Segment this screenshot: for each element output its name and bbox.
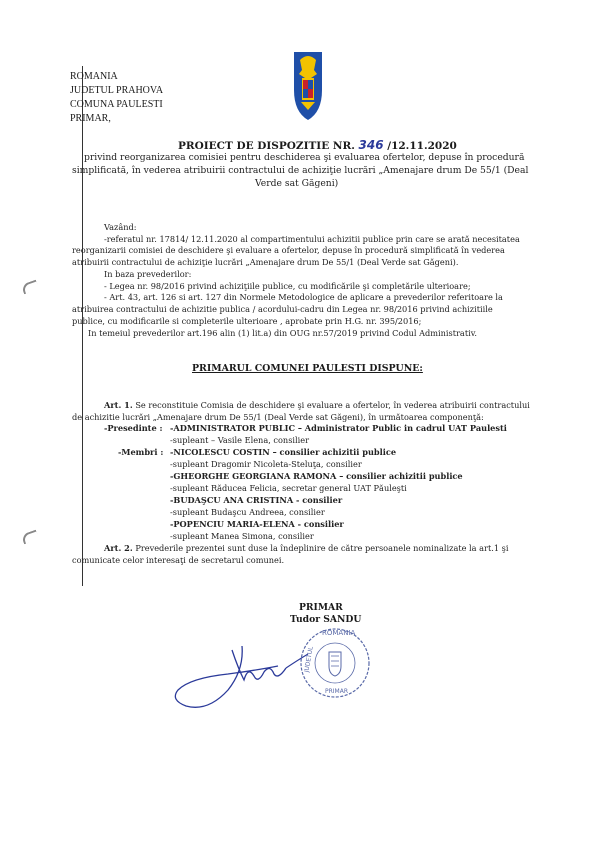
punch-hole-mark: [21, 280, 39, 295]
art2-text-1: Prevederile prezentei sunt duse la îndeplinire de către persoanele nominalizate la art.1 şi: [135, 543, 509, 553]
handwritten-signature-icon: [168, 640, 328, 724]
art2-line-1: [104, 543, 508, 554]
art2-line-2: comunicate celor interesaţi de secretarul comunei.: [72, 555, 285, 565]
handwritten-number: 346: [358, 138, 384, 152]
punch-hole-mark: [21, 530, 39, 545]
header-country: ROMANIA: [70, 71, 118, 82]
presedinte-supleant: -supleant – Vasile Elena, consilier: [170, 435, 310, 445]
signature-role: PRIMAR: [299, 602, 343, 613]
member-1: -NICOLESCU COSTIN – consilier achizitii publice: [170, 447, 397, 457]
stamp-bottom-text: PRIMAR: [325, 688, 349, 695]
subject-line-2: simplificată, în vederea atribuirii contractului de achiziţie lucrări „Amenajare drum De 55/1 (Deal: [72, 165, 529, 176]
membri-label: -Membri :: [118, 447, 164, 457]
dispune-heading: PRIMARUL COMUNEI PAULESTI DISPUNE:: [192, 363, 423, 374]
subject-line-1: privind reorganizarea comisiei pentru deschiderea şi evaluarea ofertelor, depuse în procedură: [84, 152, 525, 163]
preamble-p4: In temeiul prevederilor art.196 alin (1) lit.a) din OUG nr.57/2019 privind Codul Administrativ.: [88, 328, 477, 338]
art2-label: Art. 2.: [104, 543, 133, 553]
member-3: -BUDAŞCU ANA CRISTINA - consilier: [170, 495, 343, 505]
art1-label: Art. 1.: [104, 400, 133, 410]
presedinte-label: -Presedinte :: [104, 423, 163, 433]
preamble-p1a: -referatul nr. 17814/ 12.11.2020 al compartimentului achizitii publice prin care se arată necesitatea: [104, 234, 520, 244]
title-date: /12.11.2020: [387, 140, 457, 152]
member-4: -POPENCIU MARIA-ELENA - consilier: [170, 519, 344, 529]
coat-of-arms-icon: [291, 50, 325, 126]
art1-line-2: de achizitie lucrări „Amenajare drum De 55/1 (Deal Verde sat Găgeni), în următoarea componenţă:: [72, 412, 484, 422]
presedinte-name: -ADMINISTRATOR PUBLIC – Administrator Public in cadrul UAT Paulesti: [170, 423, 507, 433]
member-1-supleant: -supleant Dragomir Nicoleta-Steluţa, consilier: [170, 459, 362, 469]
preamble-p3c: publice, cu modificarile si completerile ulterioare , aprobate prin H.G. nr. 395/2016;: [72, 316, 422, 326]
member-2: -GHEORGHE GEORGIANA RAMONA – consilier achizitii publice: [170, 471, 463, 481]
preamble-baza: In baza prevederilor:: [104, 269, 192, 279]
preamble-p2: - Legea nr. 98/2016 privind achiziţiile publice, cu modificările şi completările ulterioare;: [104, 281, 471, 291]
stamp-left-text: JUDETUL: [303, 646, 315, 673]
preamble-p1c: atribuirii contractului de achiziţie lucrări „Amenajare drum De 55/1 (Deal Verde sat Găgeni).: [72, 257, 459, 267]
header-mayor: PRIMAR,: [70, 113, 111, 124]
preamble-p3a: - Art. 43, art. 126 si art. 127 din Normele Metodologice de aplicare a prevederilor referitoare la: [104, 292, 503, 302]
art1-line-1: [104, 400, 530, 411]
preamble-p3b: atribuirea contractului de achizitie publica / acordului-cadru din Legea nr. 98/2016 privind achizitiile: [72, 304, 493, 314]
header-commune: COMUNA PAULESTI: [70, 99, 163, 110]
preamble-p1b: reorganizarii comisiei de deschidere şi evaluare a ofertelor, depuse în procedură simplificată în vederea: [72, 245, 505, 255]
member-3-supleant: -supleant Budaşcu Andreea, consilier: [170, 507, 325, 517]
title-prefix: PROIECT DE DISPOZITIE NR.: [178, 140, 355, 152]
signature-name: Tudor SANDU: [290, 614, 362, 625]
stamp-top-text: ROMANIA: [322, 629, 356, 637]
member-4-supleant: -supleant Manea Simona, consilier: [170, 531, 314, 541]
subject-line-3: Verde sat Găgeni): [255, 178, 339, 189]
art1-text-1: Se reconstituie Comisia de deschidere şi evaluare a ofertelor, în vederea atribuirii contractului: [135, 400, 530, 410]
header-county: JUDETUL PRAHOVA: [70, 85, 164, 96]
member-2-supleant: -supleant Răducea Felicia, secretar general UAT Păuleşti: [170, 483, 407, 493]
page-title: [178, 138, 457, 152]
preamble-vazand: Vazând:: [104, 222, 137, 232]
